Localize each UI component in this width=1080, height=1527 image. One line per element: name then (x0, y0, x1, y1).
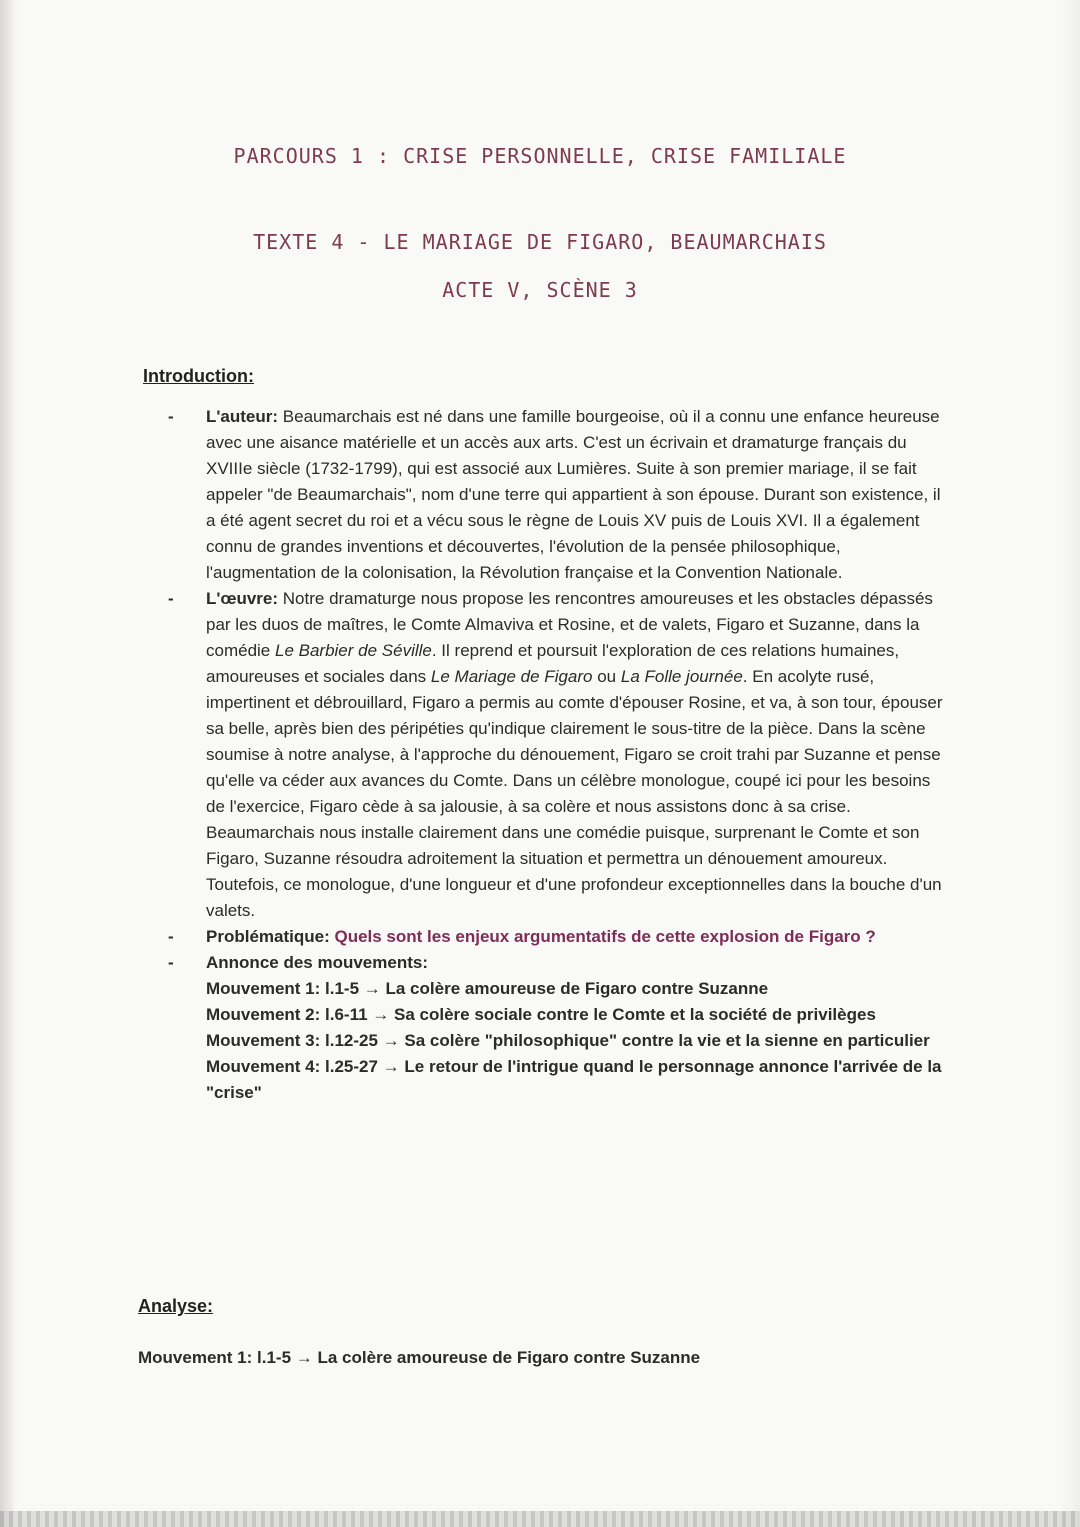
arrow-icon: → (377, 1031, 405, 1050)
auteur-text: Beaumarchais est né dans une famille bourgeoise, où il a connu une enfance heureuse avec une aisance matérielle et un accès aux arts. C'est un écrivain et dramaturge français du XVIIIe siècle (1732-1799), qui est associé aux Lumières. Suite à son premier mariage, il se fait appeler "de Beaumarchais", nom d'une terre qui appartient à son épouse. Durant son existence, il a été agent secret du roi et a vécu sous le règne de Louis XV puis de Louis XVI. Il a également connu de grandes inventions et découvertes, l'évolution de la pensée philosophique, l'augmentation de la colonisation, la Révolution française et la Convention Nationale. (206, 407, 941, 582)
arrow-icon: → (367, 1005, 395, 1024)
analyse-mouvement-1-lines: Mouvement 1: l.1-5 (138, 1348, 292, 1367)
oeuvre-title-barbier: Le Barbier de Séville (274, 641, 432, 660)
arrow-icon: → (291, 1348, 318, 1367)
list-item-problematique (168, 924, 948, 950)
mouvements-label: Annonce des mouvements: (206, 953, 428, 972)
bullet-dash-icon: - (168, 589, 174, 608)
mouvement-4-lines: Mouvement 4: l.25-27 (206, 1057, 378, 1076)
problematique-label: Problématique: (206, 927, 330, 946)
mouvement-1 (206, 976, 948, 1002)
mouvement-3 (206, 1028, 948, 1054)
list-item-oeuvre (168, 586, 948, 924)
mouvement-2 (206, 1002, 948, 1028)
analyse-heading: Analyse: (138, 1296, 214, 1316)
arrow-icon: → (377, 1057, 405, 1076)
mouvement-1-text: La colère amoureuse de Figaro contre Suzanne (385, 979, 769, 998)
oeuvre-label: L'œuvre: (206, 589, 279, 608)
mouvement-2-lines: Mouvement 2: l.6-11 (206, 1005, 368, 1024)
list-item-auteur (168, 404, 948, 586)
mouvement-1-lines: Mouvement 1: l.1-5 (206, 979, 360, 998)
bullet-dash-icon: - (168, 927, 174, 946)
arrow-icon: → (359, 979, 386, 998)
mouvement-2-text: Sa colère sociale contre le Comte et la société de privilèges (394, 1005, 876, 1024)
oeuvre-title-folle-journee: La Folle journée (620, 667, 743, 686)
bullet-dash-icon: - (168, 407, 174, 426)
mouvement-3-lines: Mouvement 3: l.12-25 (206, 1031, 378, 1050)
analyse-mouvement-1-text: La colère amoureuse de Figaro contre Suzanne (317, 1348, 701, 1367)
mouvement-3-text: Sa colère "philosophique" contre la vie et la sienne en particulier (404, 1031, 930, 1050)
introduction-heading: Introduction: (143, 366, 254, 386)
analyse-mouvement-1 (138, 1348, 700, 1368)
mouvement-4 (206, 1054, 948, 1106)
bullet-dash-icon: - (168, 953, 174, 972)
introduction-list (168, 404, 948, 1106)
acte-title: ACTE V, SCÈNE 3 (442, 278, 638, 302)
list-item-mouvements (168, 950, 948, 1106)
auteur-label: L'auteur: (206, 407, 279, 426)
texte-title: TEXTE 4 - LE MARIAGE DE FIGARO, BEAUMARCHAIS (253, 230, 827, 254)
parcours-title: PARCOURS 1 : CRISE PERSONNELLE, CRISE FAMILIALE (233, 144, 847, 168)
oeuvre-text-2: . Il reprend et poursuit l'exploration de ces relations humaines, amoureuses et sociales dans (206, 641, 900, 686)
oeuvre-text-4: . En acolyte rusé, impertinent et débrouillard, Figaro a permis au comte d'épouser Rosine, et va, à son tour, épouser sa belle, après bien des péripéties qu'indique clairement le sous-titre de la pièce. Dans la scène soumise à notre analyse, à l'approche du dénouement, Figaro se croit trahi par Suzanne et pense qu'elle va céder aux avances du Comte. Dans un célèbre monologue, coupé ici pour les besoins de l'exercice, Figaro cède à sa jalousie, à sa colère et nous assistons donc à sa crise. Beaumarchais nous installe clairement dans une comédie puisque, surprenant le Comte et son Figaro, Suzanne résoudra adroitement la situation et permettra un dénouement amoureux. Toutefois, ce monologue, d'une longueur et d'une profondeur exceptionnelles dans la bouche d'un valets. (206, 667, 943, 920)
problematique-question: Quels sont les enjeux argumentatifs de cette explosion de Figaro ? (329, 927, 876, 946)
mouvement-4-text: Le retour de l'intrigue quand le personnage annonce l'arrivée de la "crise" (206, 1057, 942, 1102)
oeuvre-title-mariage: Le Mariage de Figaro (430, 667, 593, 686)
oeuvre-text-1: Notre dramaturge nous propose les rencontres amoureuses et les obstacles dépassés par les duos de maîtres, le Comte Almaviva et Rosine, et de valets, Figaro et Suzanne, dans la comédie (206, 589, 933, 660)
page-edge-bottom (0, 1511, 1080, 1527)
oeuvre-text-3: ou (592, 667, 621, 686)
